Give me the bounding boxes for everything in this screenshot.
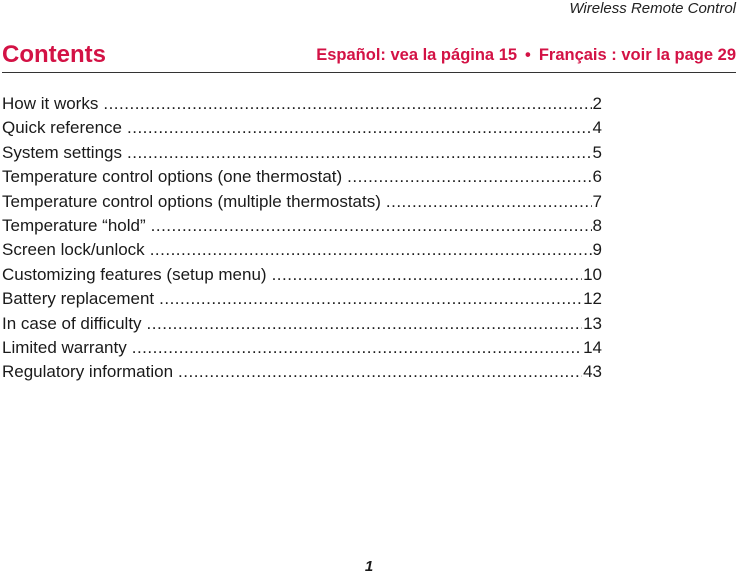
toc-entry-label: In case of difficulty [2,313,142,333]
dot-leader [127,116,592,140]
toc-entry-page: 5 [592,142,602,162]
dot-leader [151,214,592,238]
toc-entry[interactable] [2,165,602,189]
toc-entry[interactable] [2,92,602,116]
french-link[interactable]: Français : voir la page 29 [538,46,736,64]
toc-entry[interactable] [2,214,602,238]
dot-leader [386,190,592,214]
toc-entry-page: 8 [592,215,602,235]
dot-leader [103,92,591,116]
dot-leader [159,287,582,311]
toc-entry-page: 13 [583,313,602,333]
toc-entry-label: Temperature control options (multiple thermostats) [2,191,381,211]
toc-entry[interactable] [2,238,602,262]
toc-entry-label: Battery replacement [2,289,155,309]
dot-leader [347,165,591,189]
toc-entry-page: 12 [583,289,602,309]
running-header: Wireless Remote Control [569,0,736,17]
table-of-contents [2,92,602,385]
toc-entry-page: 4 [592,118,602,138]
dot-leader [127,141,592,165]
bullet-separator: • [525,46,531,64]
dot-leader [147,312,583,336]
toc-entry-label: Temperature “hold” [2,215,146,235]
spanish-link[interactable]: Español: vea la página 15 [316,46,518,64]
title-row [2,40,736,73]
toc-entry[interactable] [2,263,602,287]
toc-entry-page: 2 [592,94,602,113]
toc-entry[interactable] [2,190,602,214]
toc-entry-label: Regulatory information [2,362,174,382]
toc-entry-page: 10 [583,264,602,284]
toc-entry-label: How it works [2,94,99,113]
toc-entry-page: 14 [583,337,602,357]
toc-entry-label: Temperature control options (one thermostat) [2,167,343,187]
toc-entry-label: Customizing features (setup menu) [2,264,267,284]
page-number: 1 [364,558,374,575]
toc-entry-page: 7 [592,191,602,211]
dot-leader [132,336,582,360]
page-title: Contents [2,41,106,68]
toc-entry-label: Limited warranty [2,337,127,357]
language-links [316,45,736,65]
dot-leader [272,263,583,287]
toc-entry-page: 6 [592,167,602,187]
toc-entry-label: System settings [2,142,122,162]
toc-entry-label: Quick reference [2,118,122,138]
toc-entry[interactable] [2,336,602,360]
toc-entry-page: 9 [592,240,602,260]
toc-entry-label: Screen lock/unlock [2,240,145,260]
dot-leader [150,238,592,262]
toc-entry[interactable] [2,141,602,165]
toc-entry[interactable] [2,312,602,336]
dot-leader [178,360,582,384]
toc-entry[interactable] [2,360,602,384]
toc-entry-page: 43 [583,362,602,382]
toc-entry[interactable] [2,287,602,311]
toc-entry[interactable] [2,116,602,140]
